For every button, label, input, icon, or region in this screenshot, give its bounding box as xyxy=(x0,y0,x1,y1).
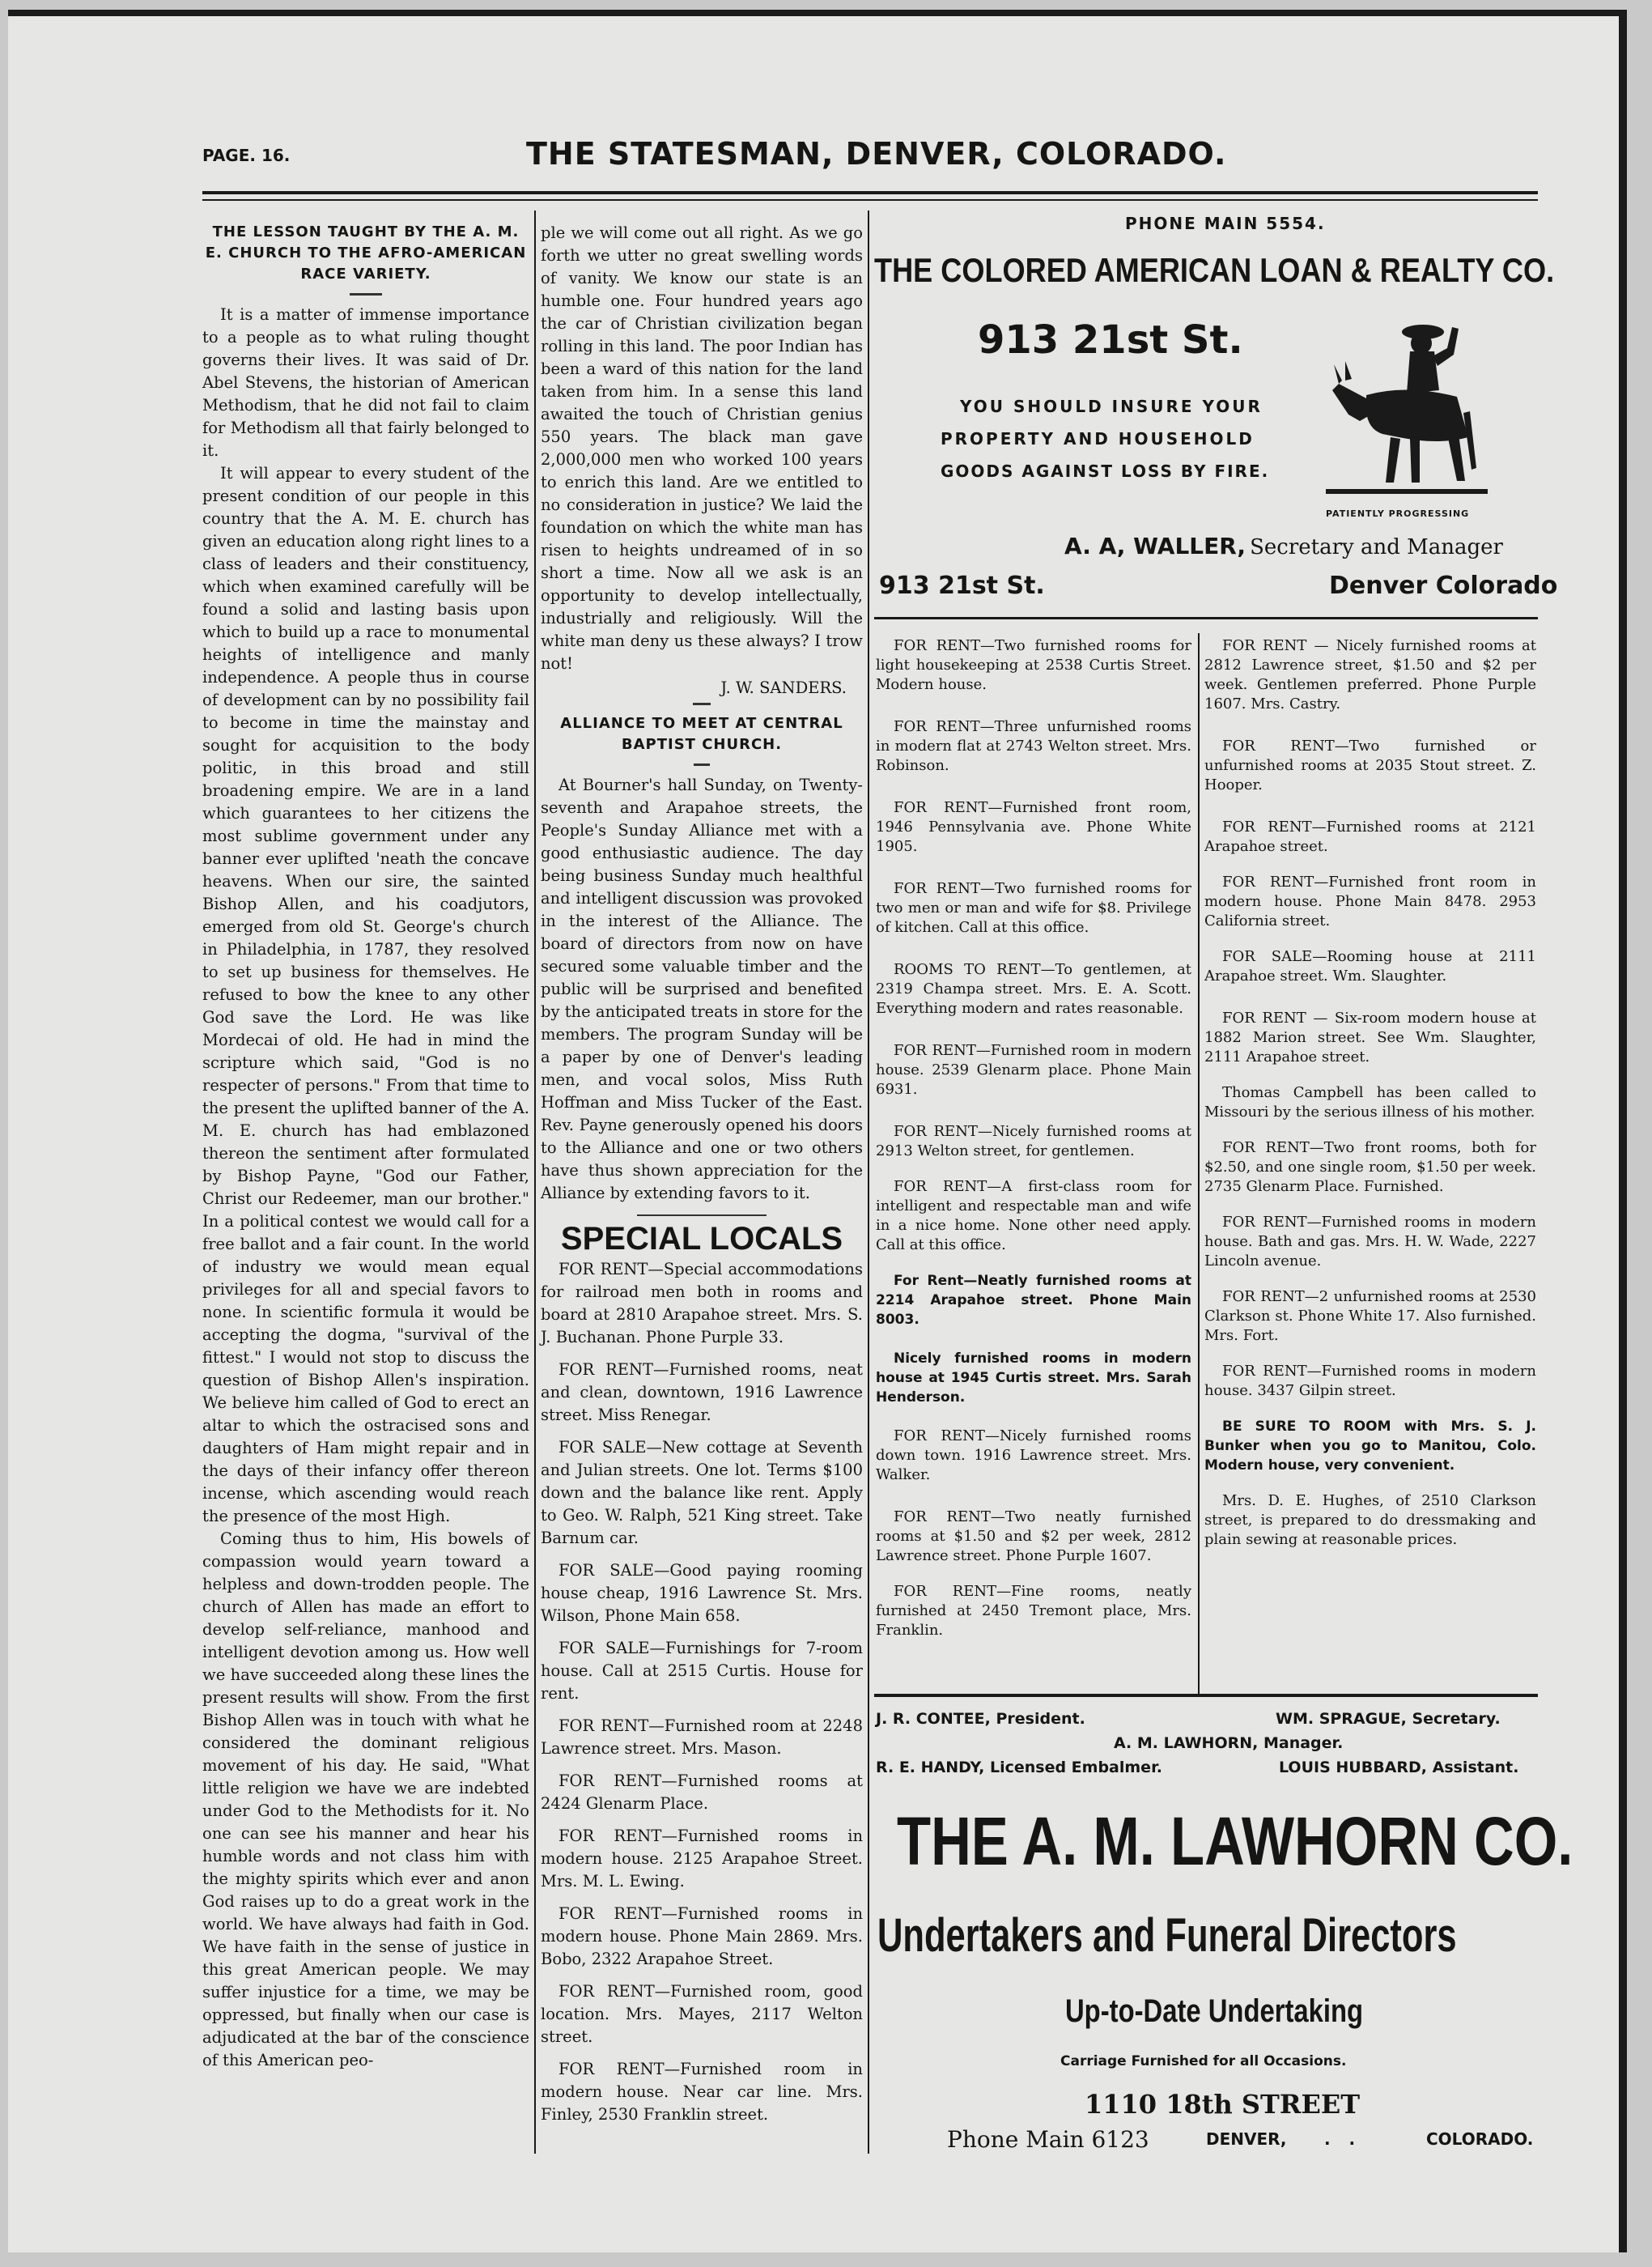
alliance-text: At Bourner's hall Sunday, on Twenty-seventh and Arapahoe streets, the People's Sunday Alliance met with a good enthusiastic audience. The day being business Sunday much healthful and intelligent discussion was provoked in the interest of the Alliance. The board of directors from now on have secured some valuable timber and the public will be surprised and benefited by the anticipated treats in store for the members. The program Sunday will be a paper by one of Denver's leading men, and vocal solos, Miss Ruth Hoffman and Miss Tucker of the East. Rev. Payne generously opened his doors to the Alliance and one or two others have thus shown appreciation for the Alliance by extending favors to it. xyxy=(541,776,863,1202)
col3-ad-5: ROOMS TO RENT—To gentlemen, at 2319 Champa street. Mrs. E. A. Scott. Everything modern and rates reasonable. xyxy=(876,961,1191,1017)
lawhorn-subtagline: Up-to-Date Undertaking xyxy=(1065,1993,1364,2029)
lawhorn-manager: A. M. LAWHORN, Manager. xyxy=(1114,1734,1344,1752)
col4-ad-7: Thomas Campbell has been called to Missouri by the serious illness of his mother. xyxy=(1204,1084,1536,1121)
col3-ad-6: FOR RENT—Furnished room in modern house. 2539 Glenarm place. Phone Main 6931. xyxy=(876,1042,1191,1098)
col3-ad-3: FOR RENT—Furnished front room, 1946 Pennsylvania ave. Phone White 1905. xyxy=(876,799,1191,855)
col4-ad-6: FOR RENT — Six-room modern house at 1882 Marion street. See Wm. Slaughter, 2111 Arapahoe street. xyxy=(1204,1010,1536,1065)
lesson-headline: THE LESSON TAUGHT BY THE A. M. E. CHURCH TO THE AFRO-AMERICAN RACE VARIETY. xyxy=(205,223,527,283)
lesson-signature: J. W. SANDERS. xyxy=(720,678,847,697)
loan-company-name: THE COLORED AMERICAN LOAN & REALTY CO. xyxy=(874,251,1555,289)
lawhorn-embalmer: R. E. HANDY, Licensed Embalmer. xyxy=(876,1759,1162,1776)
manager-name: A. A, WALLER, xyxy=(1064,533,1246,559)
local-ad-2: FOR RENT—Furnished rooms, neat and clean, downtown, 1916 Lawrence street. Miss Renegar. xyxy=(541,1360,863,1424)
alliance-headline: ALLIANCE TO MEET AT CENTRAL BAPTIST CHURCH. xyxy=(560,715,843,753)
col3-ad-4: FOR RENT—Two furnished rooms for two men or man and wife for $8. Privilege of kitchen. Call at this office. xyxy=(876,880,1191,936)
col3-ad-11: FOR RENT—Nicely furnished rooms down town. 1916 Lawrence street. Mrs. Walker. xyxy=(876,1427,1191,1483)
col4-ad-3: FOR RENT—Furnished rooms at 2121 Arapahoe street. xyxy=(1204,819,1536,855)
col4-ad-1: FOR RENT — Nicely furnished rooms at 2812 Lawrence street, $1.50 and $2 per week. Gentlemen preferred. Phone Purple 1607. Mrs. Castry. xyxy=(1204,637,1536,712)
masthead-rule-thin xyxy=(202,199,1538,201)
col4-ad-8: FOR RENT—Two front rooms, both for $2.50, and one single room, $1.50 per week. 2735 Glenarm Place. Furnished. xyxy=(1204,1139,1536,1195)
lawhorn-company-name: THE A. M. LAWHORN CO. xyxy=(897,1803,1573,1879)
col4-ad-11: FOR RENT—Furnished rooms in modern house. 3437 Gilpin street. xyxy=(1204,1363,1536,1399)
col4-ad-2: FOR RENT—Two furnished or unfurnished rooms at 2035 Stout street. Z. Hooper. xyxy=(1204,738,1536,793)
lesson-paragraph-2: It will appear to every student of the present condition of our people in this country that the A. M. E. church has given an education along right lines to a class of leaders and their constituency, which when examined carefully will be found a solid and lasting basis upon which to build up a race to monumental heights of intelligence and manly independence. A people thus in course of development can by no possibility fail to become in time the mainstay and sought for acquisition to the body politic, in this broad and still broadening empire. We are in a land which guarantees to her citizens the most sublime government under any banner ever uplifted 'neath the concave heavens. When our sire, the sainted Bishop Allen, and his coadjutors, emerged from old St. George's church in Philadelphia, in 1787, they resolved to set up business for themselves. He refused to bow the knee to any other God save the Lord. He was like Mordecai of old. He had in mind the scripture which said, "God is no respecter of persons." From that time to the present the uplifted banner of the A. M. E. church has had emblazoned thereon the sentiment after formulated by Bishop Payne, "God our Father, Christ our Redeemer, man our brother." In a political contest we would call for a free ballot and a fair count. In the world of industry we would mean equal privileges for all and special favors to none. In scientific formula it would be accepting the dogma, "survival of the fittest." I would not stop to discuss the question of Bishop Allen's inspiration. We believe him called of God to erect an altar to which the ostracised sons and daughters of Ham might repair and in the days of their infancy offer thereon incense, which ascending would reach the presence of the most High. xyxy=(202,464,529,1525)
manager-title: Secretary and Manager xyxy=(1250,535,1503,559)
headline-dash-2 xyxy=(694,763,710,766)
lesson-continuation: ple we will come out all right. As we go forth we utter no great swelling words of vanity. We know our state is an humble one. Four hundred years ago the car of Christian civilization began rolling in this land. The poor Indian has been a ward of this nation for the land taken from him. In a sense this land awaited the touch of Christian genius 550 years. The black man gave 2,000,000 men who worked 100 years to enrich this land. Are we entitled to no consideration in justice? We laid the foundation on which the white man has risen to heights undreamed of in so short a time. Now all we ask is an opportunity to develop intellectually, industrially and religiously. Will the white man deny us these always? I trow not! xyxy=(541,223,863,673)
loan-ad-bottom-rule xyxy=(874,617,1538,619)
lawhorn-colorado: COLORADO. xyxy=(1426,2129,1534,2149)
lawhorn-secretary: WM. SPRAGUE, Secretary. xyxy=(1276,1710,1501,1728)
insure-line-3: GOODS AGAINST LOSS BY FIRE. xyxy=(941,461,1270,481)
local-ad-1: FOR RENT—Special accommodations for railroad men both in rooms and board at 2810 Arapahoe street. Mrs. S. J. Buchanan. Phone Purple 33. xyxy=(541,1260,863,1346)
col3-ad-9: For Rent—Neatly furnished rooms at 2214 Arapahoe street. Phone Main 8003. xyxy=(876,1273,1191,1328)
headline-dash xyxy=(350,293,382,296)
lawhorn-denver: DENVER, xyxy=(1206,2129,1287,2149)
local-ad-11: FOR RENT—Furnished room in modern house. Near car line. Mrs. Finley, 2530 Franklin street. xyxy=(541,2060,863,2124)
loan-address-small: 913 21st St. xyxy=(879,572,1045,600)
col3-ad-13: FOR RENT—Fine rooms, neatly furnished at 2450 Tremont place, Mrs. Franklin. xyxy=(876,1583,1191,1639)
lawhorn-dots: . . xyxy=(1324,2129,1362,2149)
lawhorn-street: 1110 18th STREET xyxy=(1085,2089,1361,2120)
column-1 xyxy=(202,222,529,2072)
column-separator-1 xyxy=(534,211,536,2154)
newspaper-title: THE STATESMAN, DENVER, COLORADO. xyxy=(526,136,1227,172)
col4-ad-12: BE SURE TO ROOM with Mrs. S. J. Bunker when you go to Manitou, Colo. Modern house, very convenient. xyxy=(1204,1418,1536,1474)
insure-line-2: PROPERTY AND HOUSEHOLD xyxy=(941,429,1255,449)
top-edge xyxy=(8,10,1627,16)
local-ad-3: FOR SALE—New cottage at Seventh and Julian streets. One lot. Terms $100 down and the balance like rent. Apply to Geo. W. Ralph, 521 King street. Take Barnum car. xyxy=(541,1438,863,1547)
col4-ad-5: FOR SALE—Rooming house at 2111 Arapahoe street. Wm. Slaughter. xyxy=(1204,948,1536,985)
masthead-rule xyxy=(202,191,1538,194)
local-ad-5: FOR SALE—Furnishings for 7-room house. Call at 2515 Curtis. House for rent. xyxy=(541,1639,863,1703)
loan-city: Denver Colorado xyxy=(1329,572,1558,600)
emblem-caption: PATIENTLY PROGRESSING xyxy=(1326,508,1470,519)
col4-ad-10: FOR RENT—2 unfurnished rooms at 2530 Clarkson st. Phone White 17. Also furnished. Mrs. Fort. xyxy=(1204,1288,1536,1344)
loan-phone: PHONE MAIN 5554. xyxy=(1125,214,1326,233)
lawhorn-assistant: LOUIS HUBBARD, Assistant. xyxy=(1279,1759,1519,1776)
local-ad-8: FOR RENT—Furnished rooms in modern house. 2125 Arapahoe Street. Mrs. M. L. Ewing. xyxy=(541,1827,863,1891)
local-ad-6: FOR RENT—Furnished room at 2248 Lawrence street. Mrs. Mason. xyxy=(541,1716,863,1758)
local-ad-10: FOR RENT—Furnished room, good location. Mrs. Mayes, 2117 Welton street. xyxy=(541,1982,863,2046)
loan-manager-line xyxy=(1064,533,1503,559)
donkey-rider-icon xyxy=(1326,316,1488,518)
col3-ad-1: FOR RENT—Two furnished rooms for light housekeeping at 2538 Curtis Street. Modern house. xyxy=(876,637,1191,693)
column-3-ads xyxy=(876,636,1191,1640)
special-locals-heading: SPECIAL LOCALS xyxy=(560,1221,843,1257)
locals-rule xyxy=(637,1214,767,1216)
column-4-ads xyxy=(1204,636,1536,1550)
lawhorn-carriage: Carriage Furnished for all Occasions. xyxy=(1060,2053,1347,2069)
lesson-paragraph-1: It is a matter of immense importance to a people as to what ruling thought governs their lives. It was said of Dr. Abel Stevens, the historian of American Methodism, that he did not fail to claim for Methodism all that fairly belonged to it. xyxy=(202,305,529,460)
man-on-donkey-emblem xyxy=(1326,316,1488,518)
col3-ad-2: FOR RENT—Three unfurnished rooms in modern flat at 2743 Welton street. Mrs. Robinson. xyxy=(876,718,1191,774)
lesson-paragraph-3: Coming thus to him, His bowels of compassion would yearn toward a helpless and down-trodden people. The church of Allen has made an effort to develop self-reliance, manhood and intelligent devotion among us. How well we have succeeded along these lines the present results will show. From the first Bishop Allen was in touch with what he considered the dominant religious movement of his day. He said, "What little religion we have we are indebted under God to the Methodists for it. No one can see his manner and hear his humble words and not class him with the mighty spirits which ever and anon God raises up to do a great work in the world. We have always had faith in God. We have faith in the sense of justice in this great American people. We may suffer injustice for a time, we may be oppressed, but finally when our case is adjudicated at the bar of the conscience of this American peo- xyxy=(202,1529,529,2069)
col4-ad-13: Mrs. D. E. Hughes, of 2510 Clarkson street, is prepared to do dressmaking and plain sewing at reasonable prices. xyxy=(1204,1492,1536,1548)
local-ad-7: FOR RENT—Furnished rooms at 2424 Glenarm Place. xyxy=(541,1771,863,1813)
column-separator-3 xyxy=(1198,633,1200,1694)
loan-address-big: 913 21st St. xyxy=(978,317,1243,363)
lawhorn-phone: Phone Main 6123 xyxy=(947,2126,1149,2153)
right-edge xyxy=(1619,10,1627,2252)
col3-ad-12: FOR RENT—Two neatly furnished rooms at $1.50 and $2 per week, 2812 Lawrence street. Phone Purple 1607. xyxy=(876,1508,1191,1564)
newspaper-page xyxy=(8,10,1627,2252)
col3-ad-7: FOR RENT—Nicely furnished rooms at 2913 Welton street, for gentlemen. xyxy=(876,1123,1191,1159)
page-number: PAGE. 16. xyxy=(202,146,291,165)
col3-ad-10: Nicely furnished rooms in modern house at 1945 Curtis street. Mrs. Sarah Henderson. xyxy=(876,1350,1191,1406)
section-dash xyxy=(693,703,711,705)
lawhorn-president: J. R. CONTEE, President. xyxy=(876,1710,1085,1728)
col4-ad-9: FOR RENT—Furnished rooms in modern house. Bath and gas. Mrs. H. W. Wade, 2227 Lincoln avenue. xyxy=(1204,1214,1536,1270)
local-ad-4: FOR SALE—Good paying rooming house cheap, 1916 Lawrence St. Mrs. Wilson, Phone Main 658. xyxy=(541,1561,863,1625)
column-2 xyxy=(541,222,863,2136)
lawhorn-tagline: Undertakers and Funeral Directors xyxy=(877,1909,1457,1962)
local-ad-9: FOR RENT—Furnished rooms in modern house. Phone Main 2869. Mrs. Bobo, 2322 Arapahoe Street. xyxy=(541,1904,863,1968)
column-separator-2 xyxy=(868,211,869,2154)
col4-ad-4: FOR RENT—Furnished front room in modern house. Phone Main 8478. 2953 California street. xyxy=(1204,874,1536,929)
col3-ad-8: FOR RENT—A first-class room for intelligent and respectable man and wife in a nice home. None other need apply. Call at this office. xyxy=(876,1178,1191,1253)
lawhorn-top-rule xyxy=(874,1694,1538,1697)
insure-line-1: YOU SHOULD INSURE YOUR xyxy=(960,397,1263,416)
